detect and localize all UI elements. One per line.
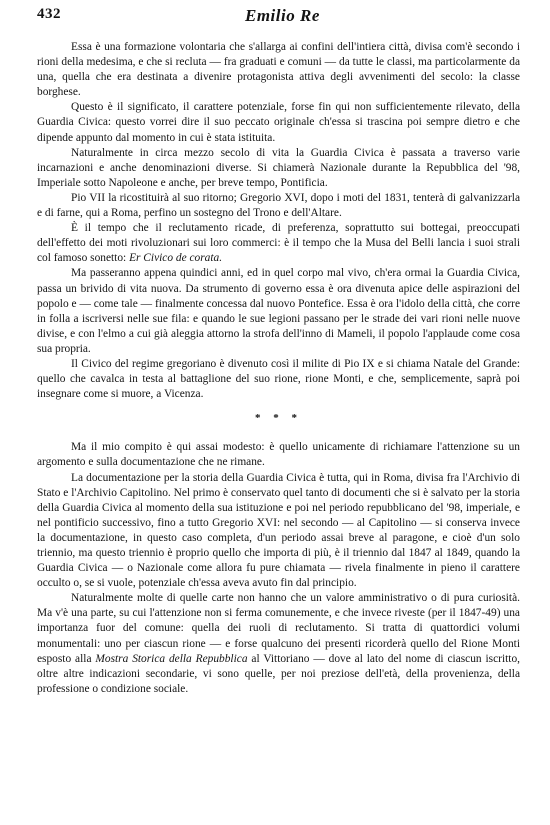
paragraph: Questo è il significato, il carattere potenziale, forse fin qui non sufficientemente rilevato, della Guardia Civica: questo vorrei dire il suo peccato originale ch'essa si trascina poi sempre dietro e che dipende appunto dal momento in cui è stata istituita. (37, 101, 520, 144)
paragraph (37, 591, 520, 697)
page-header (37, 6, 536, 30)
paragraph: Ma passeranno appena quindici anni, ed in quel corpo mal vivo, ch'era ormai la Guardia Civica, passa un brivido di vita nuova. Da strumento di governo essa è ora divenuta apice delle aspirazioni del popolo e — come tale — finalmente concessa dal nuovo Pontefice. Essa è ora l'idolo della città, che corre in folla a iscriversi nelle sue fila: e quando le sue legioni passano per le strade dei vari rioni nelle nuove divise, e con l'elmo a cui già aleggia attorno la strofa dell'inno di Mameli, il popolo l'applaude come cosa sua propria. (37, 267, 520, 355)
section-separator: * * * (255, 412, 302, 425)
paragraph: Essa è una formazione volontaria che s'allarga ai confini dell'intiera città, divisa com'è secondo i rioni della medesima, e che si recluta — fra graduati e comuni — da tutte le classi, ma particolarmente da una, quella che era destinata a divenire protagonista attiva degli avvenimenti del secolo: la classe borghese. (37, 41, 520, 99)
paragraph-text: al Vittoriano — dove al lato del nome di ciascun iscritto, oltre altre indicazioni secondarie, vi sono quelle, per noi preziose dell'età, della provenienza, della professione o condizione sociale. (37, 652, 520, 695)
sonnet-title: Er Civico de corata. (129, 252, 223, 265)
page-number: 432 (37, 6, 61, 22)
running-head: Emilio Re (245, 6, 320, 25)
body-text (37, 40, 520, 697)
exhibition-title: Mostra Storica della Repubblica (95, 652, 248, 665)
paragraph: Ma il mio compito è qui assai modesto: è quello unicamente di richiamare l'attenzione su un argomento e sulla documentazione che ne rimane. (37, 441, 520, 469)
paragraph (37, 221, 520, 266)
paragraph-text: È il tempo che il reclutamento ricade, di preferenza, soprattutto sui bottegai, preoccupati dell'effetto dei moti rivoluzionari sui loro commerci: è il tempo che la Musa del Belli lancia i suoi strali col famoso sonetto: (37, 222, 520, 265)
paragraph: Pio VII la ricostituirà al suo ritorno; Gregorio XVI, dopo i moti del 1831, tenterà di galvanizzarla e di farne, qui a Roma, perfino un sostegno del Trono e dell'Altare. (37, 191, 520, 220)
paragraph-text: Naturalmente molte di quelle carte non hanno che un valore amministrativo o di pura curiosità. Ma v'è una parte, su cui l'attenzione non si ferma comunemente, e che invece riveste (per il 1847-49) una importanza fuor del comune: quella dei ruoli di reclutamento. Si tratta di quattordici volumi monumentali: uno per ciascun rione — e forse qualcuno dei presenti ricorderà quello del Rione Monti esposto alla (37, 592, 520, 665)
paragraph: Il Civico del regime gregoriano è divenuto così il milite di Pio IX e si chiama Natale del Grande: quello che cavalca in testa al battaglione del suo rione, rione Monti, e che, semplicemente, saprà poi insegnare come si muore, a Vicenza. (37, 357, 520, 401)
paragraph: Naturalmente in circa mezzo secolo di vita la Guardia Civica è passata a traverso varie incarnazioni e anche denominazioni diverse. Si chiamerà Nazionale durante la Repubblica del '98, Imperiale sotto Napoleone e anche, per breve tempo, Pontificia. (37, 146, 520, 189)
paragraph: La documentazione per la storia della Guardia Civica è tutta, qui in Roma, divisa fra l'Archivio di Stato e l'Archivio Capitolino. Nel primo è conservato quel tanto di documenti che si è salvato per la storia della Guardia Civica al momento della sua istituzione e poi nel periodo repubblicano del '98, imperiale, e nel pontificio successivo, fino a tutto Gregorio XVI: nel secondo — al Capitolino — si conserva invece la documentazione, in questo caso completa, d'un periodo assai breve al paragone, e cioè d'un solo triennio, ma questo triennio è proprio quello che importa di più, è il triennio dal 1847 al 1849, quando la Guardia Civica — o Nazionale come allora fu pure chiamata — rivela finalmente in pieno il carattere occulto o, se si vuole, potenziale ch'essa aveva avuto fin dal principio. (37, 471, 520, 590)
